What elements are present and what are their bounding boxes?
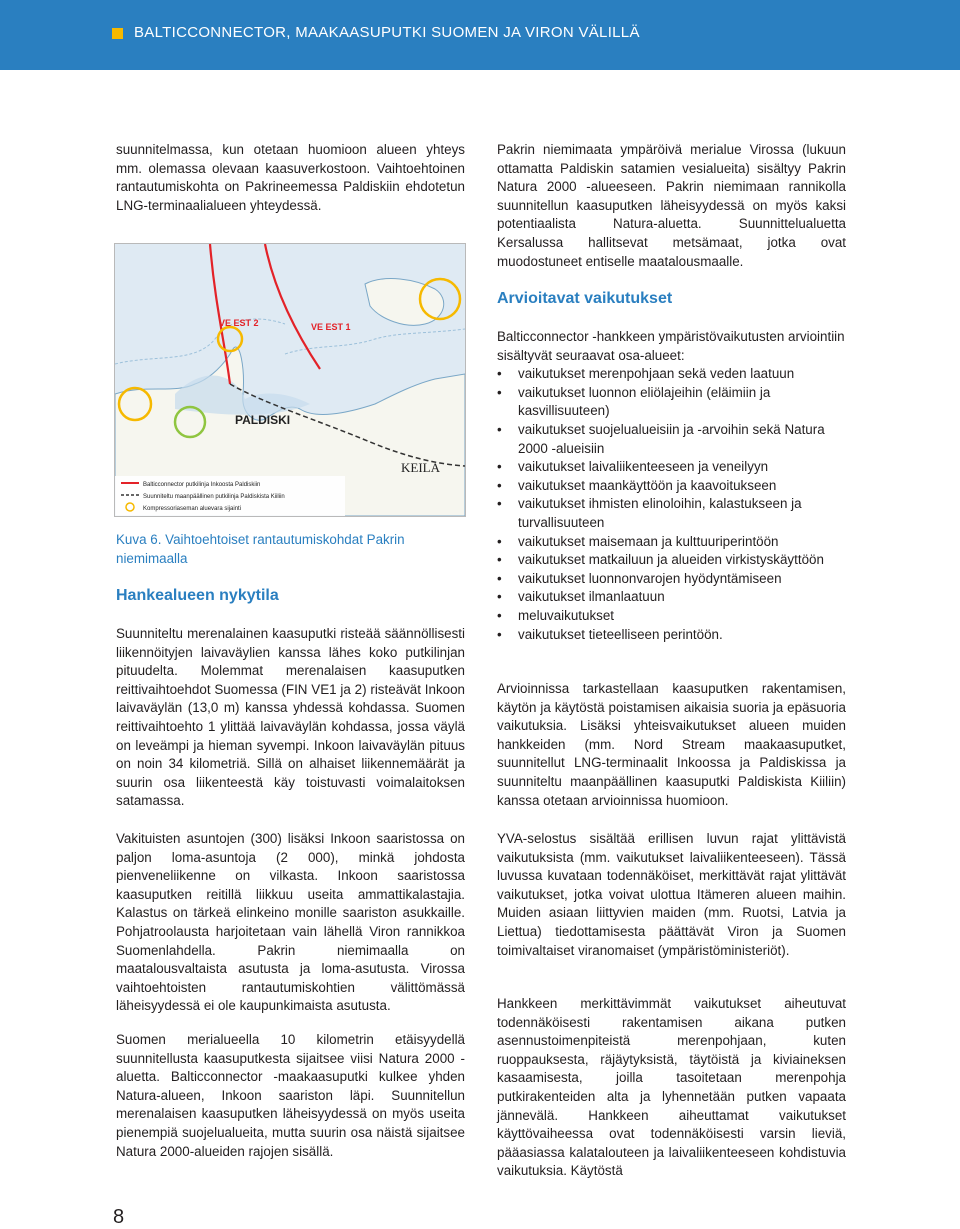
right-section-heading [497, 289, 846, 309]
left-para3-text: Suomen merialueella 10 kilometrin etäisyydellä suunnitellusta kaasuputkesta sijaitsee viisi Natura 2000 -aluetta. Balticconnector -maakaasuputki kulkee yhden Natura-alueen, Inkoon saariston läpi. Suunnitellun merenalaisen kaasuputken läheisyydessä on myös useita pienempiä suojelualueita, mutta suurin osa näistä sijaitsee Natura 2000-alueiden rajojen sisällä. [116, 1032, 465, 1159]
caption-text: Vaihtoehtoiset rantautumiskohdat Pakrin niemimaalla [116, 532, 405, 566]
right-para1-text: Pakrin niemimaata ympäröivä merialue Virossa (lukuun ottamatta Paldiskin satamien vesialueita) sisältyy Pakrin Natura 2000 -alueeseen. Pakrin niemimaan rannikolla suunnitellun kaasuputken läheisyydessä on myös kaksi potentiaalista Natura-aluetta. Suunnittelualuetta Kersalussa hallitsevat metsämaat, jotka ovat muodostuneet entiselle maatalousmaalle. [497, 142, 846, 269]
list-item: • vaikutukset ihmisten elinoloihin, kalastukseen ja turvallisuuteen [497, 495, 846, 532]
list-item: • vaikutukset maisemaan ja kulttuuriperintöön [497, 533, 846, 552]
left-para2-text: Vakituisten asuntojen (300) lisäksi Inkoon saaristossa on paljon loma-asuntoja (2 000), minkä johdosta pienveneliikenne on vilkasta. Inkoon saaristossa kaasuputken reitillä liikkuu useita ammattikalastajia. Kalastus on tärkeä elinkeino monille saariston asukkaille. Pohjatroolausta harjoitetaan vain lähellä Viron rannikkoa Suomenlahdella. Pakrin niemimaalla on maatalousvaltaista asutusta ja loma-asutusta. Virossa vaihtoehtoisten rantautumiskohtien välittömässä läheisyydessä ei ole kaupunkimaista asutusta. [116, 831, 465, 1014]
right-para2-text: Arvioinnissa tarkastellaan kaasuputken rakentamisen, käytön ja käytöstä poistamisen aikaisia suoria ja epäsuoria vaikutuksia. Lisäksi yhteisvaikutukset alueen muiden hankkeiden (mm. Nord Stream maakaasuputket, suunnitellut LNG-terminaalit Inkoossa ja Paldiskissa ja suunniteltu maanpäällinen kaasuputki Paldiskista Kiiliin) kanssa otetaan arvioinnissa huomioon. [497, 681, 846, 808]
legend-item-compressor: Kompressoriaseman aluevara sijainti [143, 506, 242, 512]
section-heading-vaikutukset: Arvioitavat vaikutukset [497, 290, 673, 307]
list-intro: Balticconnector -hankkeen ympäristövaikutusten arviointiin sisältyvät seuraavat osa-alueet: [497, 329, 845, 363]
left-para3 [116, 1031, 465, 1161]
right-para4-text: Hankkeen merkittävimmät vaikutukset aiheutuvat todennäköisesti rakentamisen aikana putken asennustoimenpiteistä merenpohjaan, kuten ruoppauksesta, räjäytyksistä, täytöistä ja kiviaineksen kasaamisesta, joilla tasoitetaan merenpohja putkirakenteiden alta ja lyhennetään putken vapaata jännevälä. Hankkeen aiheuttamat vaikutukset käyttövaiheessa ovat todennäköisesti varsin lieviä, pääasiassa kalatalouteen ja laivaliikenteeseen kohdistuvia vaikutuksia. Käytöstä [497, 996, 846, 1179]
map-label-paldiski: PALDISKI [235, 413, 291, 427]
caption-label: Kuva 6. [116, 532, 162, 547]
map-label-est2: VE EST 2 [219, 318, 259, 328]
right-para3-text: YVA-selostus sisältää erillisen luvun rajat ylittävistä vaikutuksista (mm. vaikutukset laivaliikenteeseen). Tässä luvussa kuvataan todennäköiset, merkittävät rajat ylittävät vaikutukset, jotka voivat ulottua Itämeren alueen maihin. Muiden asiaan liittyvien maiden (mm. Ruotsi, Latvia ja Liettua) tiedottamisesta päättävät Viron ja Suomen toimivaltaiset viranomaiset (ympäristöministeriöt). [497, 831, 846, 958]
list-item: • vaikutukset tieteelliseen perintöön. [497, 626, 846, 645]
left-para1 [116, 625, 465, 811]
right-para3 [497, 830, 846, 960]
route-line-est2 [210, 244, 230, 384]
list-item: • vaikutukset luonnon eliölajeihin (eläimiin ja kasvillisuuteen) [497, 384, 846, 421]
right-list-block [497, 328, 846, 644]
list-item: • vaikutukset matkailuun ja alueiden virkistyskäyttöön [497, 551, 846, 570]
page-header [0, 0, 960, 70]
left-section-heading [116, 586, 465, 606]
legend-item-route: Balticconnector putkilinja Inkoosta Paldiskiin [143, 482, 261, 488]
depth-contour [285, 329, 465, 354]
page-number: 8 [113, 1206, 125, 1228]
left-para1-text: Suunniteltu merenalainen kaasuputki risteää säännöllisesti liikennöityjen laivaväylien kanssa lähes koko putkilinjan pituudelta. Molemmat merenalaisen kaasuputken reittivaihtoehdot Suomessa (FIN VE1 ja 2) risteävät Inkoon laivaväylän (13,0 m) kanssa yhdessä kohdassa. Suomen reittivaihtoehto 1 ylittää laivaväylän kohdassa, jossa väylä on leveämpi ja hieman syvempi. Inkoon laivaväylän pituus on noin 34 kilometriä. Sillä on alhaiset liikennemäärät ja suurin osa liikenteestä käy toistuvasti voimalaitoksen satamassa. [116, 626, 465, 809]
figure-caption [116, 531, 465, 568]
map-label-keila: KEILA [401, 460, 440, 475]
list-item: • vaikutukset ilmanlaatuun [497, 588, 846, 607]
route-map-figure [114, 243, 466, 517]
map-label-est1: VE EST 1 [311, 322, 351, 332]
route-line-est1 [265, 244, 320, 369]
list-item: • vaikutukset merenpohjaan sekä veden laatuun [497, 365, 846, 384]
landing-circle [218, 327, 242, 351]
impact-list [497, 365, 846, 644]
right-para4 [497, 995, 846, 1181]
list-item: • vaikutukset maankäyttöön ja kaavoitukseen [497, 477, 846, 496]
legend-item-onshore: Suunniteltu maanpäällinen putkilinja Paldiskista Kiiliin [143, 494, 285, 500]
header-title: BALTICCONNECTOR, MAAKAASUPUTKI SUOMEN JA VIRON VÄLILLÄ [134, 24, 640, 41]
depth-contour [115, 319, 285, 364]
left-para2 [116, 830, 465, 1016]
route-map [115, 244, 465, 516]
list-item: • vaikutukset suojelualueisiin ja -arvoihin sekä Natura 2000 -alueisiin [497, 421, 846, 458]
right-para2 [497, 680, 846, 810]
header-marker-icon [112, 28, 123, 39]
left-intro [116, 141, 465, 215]
list-item: • meluvaikutukset [497, 607, 846, 626]
list-item: • vaikutukset luonnonvarojen hyödyntämiseen [497, 570, 846, 589]
left-intro-text: suunnitelmassa, kun otetaan huomioon alueen yhteys mm. olemassa olevaan kaasuverkostoon. Vaihtoehtoinen rantautumiskohta on Pakrineemessa Paldiskiin ehdotetun LNG-terminaalialueen yhteydessä. [116, 142, 465, 213]
list-item: • vaikutukset laivaliikenteeseen ja veneilyyn [497, 458, 846, 477]
section-heading-nykytila: Hankealueen nykytila [116, 587, 279, 604]
right-para1 [497, 141, 846, 271]
